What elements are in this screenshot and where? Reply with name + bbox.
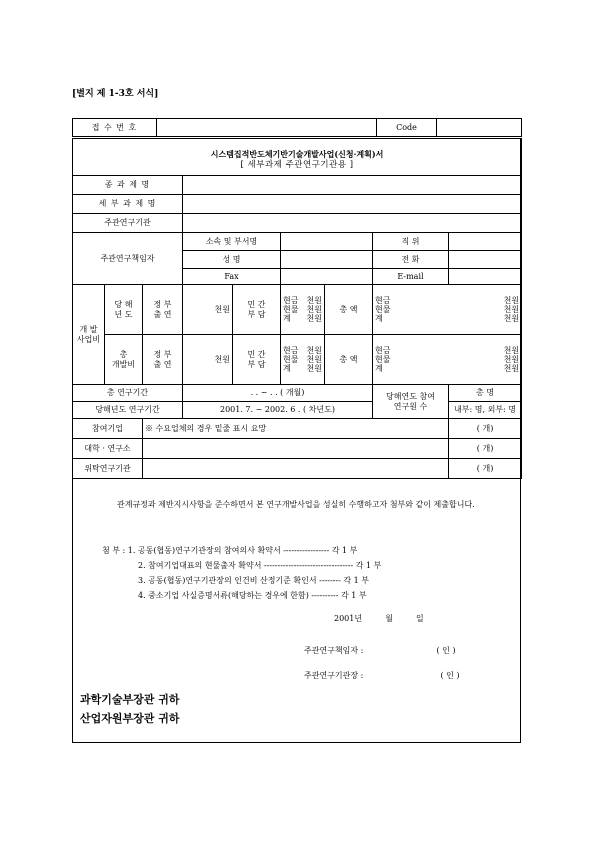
pi-seal[interactable]: ( 인 )	[436, 646, 456, 655]
attachment-item-1: 첨 부 : 1. 공동(협동)연구기관장의 참여의사 확약서 ----------------- 각 1 부	[102, 546, 358, 555]
total-total-breakdown[interactable]: 현금 천원 현물 천원 계 천원	[373, 335, 522, 385]
date-year: 2001년	[334, 614, 363, 623]
consign-input[interactable]	[143, 459, 449, 479]
addressees	[80, 690, 179, 728]
attachments	[102, 543, 381, 603]
total-period-label: 총 연구기간	[73, 385, 183, 402]
researchers-total[interactable]: 총 명	[449, 385, 522, 402]
addressee-2: 산업자원부장관 귀하	[80, 712, 180, 725]
attachment-item-4: 4. 중소기업 사실증명서류(해당하는 경우에 한함) ---------- 각 1 부	[138, 591, 367, 600]
pi-dept-input[interactable]	[281, 233, 373, 251]
pi-position-label: 직 위	[373, 233, 449, 251]
date-month: 월	[385, 614, 393, 623]
pi-email-input[interactable]	[449, 269, 522, 285]
code-label: Code	[377, 119, 437, 137]
main-task-input[interactable]	[183, 176, 522, 195]
university-count[interactable]: ( 개)	[449, 439, 522, 459]
year-total-breakdown[interactable]: 현금 천원 현물 천원 계 천원	[373, 285, 522, 335]
researchers-detail[interactable]: 내부: 명, 외부: 명	[449, 402, 522, 419]
lead-org-input[interactable]	[183, 214, 522, 233]
year-gov-label: 정 부 출 연	[143, 285, 183, 335]
university-label: 대학 · 연구소	[73, 439, 143, 459]
head-signature-line	[304, 670, 460, 681]
form-title: 시스템집적반도체기반기술개발사업(신청·계획)서	[210, 148, 384, 159]
lead-org-label: 주관연구기관	[73, 214, 183, 233]
year-private-breakdown[interactable]: 현금 천원 현물 천원 계 천원	[281, 285, 325, 335]
form-subtitle: [ 세부과제 주관연구기관용 ]	[240, 159, 354, 170]
main-task-label: 종 과 제 명	[73, 176, 183, 195]
year-gov-amount[interactable]: 천원	[183, 285, 233, 335]
pi-email-label: E-mail	[373, 269, 449, 285]
pi-fax-input[interactable]	[281, 269, 373, 285]
head-signature-label: 주관연구기관장 :	[304, 671, 364, 680]
total-private-label: 민 간 부 담	[233, 335, 281, 385]
application-form-table	[72, 138, 522, 479]
sub-task-label: 세 부 과 제 명	[73, 195, 183, 214]
pi-name-label: 성 명	[183, 251, 281, 269]
pi-phone-label: 전 화	[373, 251, 449, 269]
total-total-label: 총 액	[325, 335, 373, 385]
pi-name-input[interactable]	[281, 251, 373, 269]
code-value[interactable]	[437, 119, 522, 137]
pi-label: 주관연구책임자	[73, 233, 183, 285]
addressee-1: 과학기술부장관 귀하	[80, 693, 180, 706]
sub-task-input[interactable]	[183, 195, 522, 214]
submission-date	[334, 613, 424, 624]
receipt-no-value[interactable]	[157, 119, 377, 137]
university-input[interactable]	[143, 439, 449, 459]
total-private-breakdown[interactable]: 현금 천원 현물 천원 계 천원	[281, 335, 325, 385]
receipt-no-label: 접 수 번 호	[73, 119, 157, 137]
company-label: 참여기업	[73, 419, 143, 439]
pi-phone-input[interactable]	[449, 251, 522, 269]
total-gov-label: 정 부 출 연	[143, 335, 183, 385]
attachment-item-3: 3. 공동(협동)연구기관장의 인건비 산정기준 확인서 -------- 각 1 부	[138, 576, 369, 585]
receipt-table	[72, 118, 522, 137]
attachment-item-2: 2. 참여기업대표의 현물출자 확약서 --------------------------------- 각 1 부	[138, 561, 382, 570]
total-gov-amount[interactable]: 천원	[183, 335, 233, 385]
year-total-label: 총 액	[325, 285, 373, 335]
company-count[interactable]: ( 개)	[449, 419, 522, 439]
form-label: [별지 제 1-3호 서식]	[72, 89, 159, 99]
consign-label: 위탁연구기관	[73, 459, 143, 479]
pi-fax-label: Fax	[183, 269, 281, 285]
researchers-label: 당해연도 참여 연구원 수	[373, 385, 449, 419]
year-private-label: 민 간 부 담	[233, 285, 281, 335]
form-title-cell	[73, 139, 522, 176]
pi-dept-label: 소속 및 부서명	[183, 233, 281, 251]
total-period-value[interactable]: . . ~ . . ( 개월)	[183, 385, 373, 402]
budget-group-label: 개 발 사업비	[73, 285, 105, 385]
company-note[interactable]: ※ 수요업체의 경우 밑줄 표시 요망	[143, 419, 449, 439]
pi-position-input[interactable]	[449, 233, 522, 251]
pi-signature-line	[304, 645, 456, 656]
year-period-value[interactable]: 2001. 7. ~ 2002. 6 . ( 차년도)	[183, 402, 373, 419]
pledge-text: 관계규정과 제반지시사항을 준수하면서 본 연구개발사업을 성실히 수행하고자 첨부와 같이 제출합니다.	[117, 500, 475, 509]
budget-total-label: 총 개발비	[105, 335, 143, 385]
pi-signature-label: 주관연구책임자 :	[304, 646, 364, 655]
budget-year-label: 당 해 년 도	[105, 285, 143, 335]
year-period-label: 당해년도 연구기간	[73, 402, 183, 419]
consign-count[interactable]: ( 개)	[449, 459, 522, 479]
head-seal[interactable]: ( 인 )	[440, 671, 460, 680]
date-day: 일	[416, 614, 424, 623]
